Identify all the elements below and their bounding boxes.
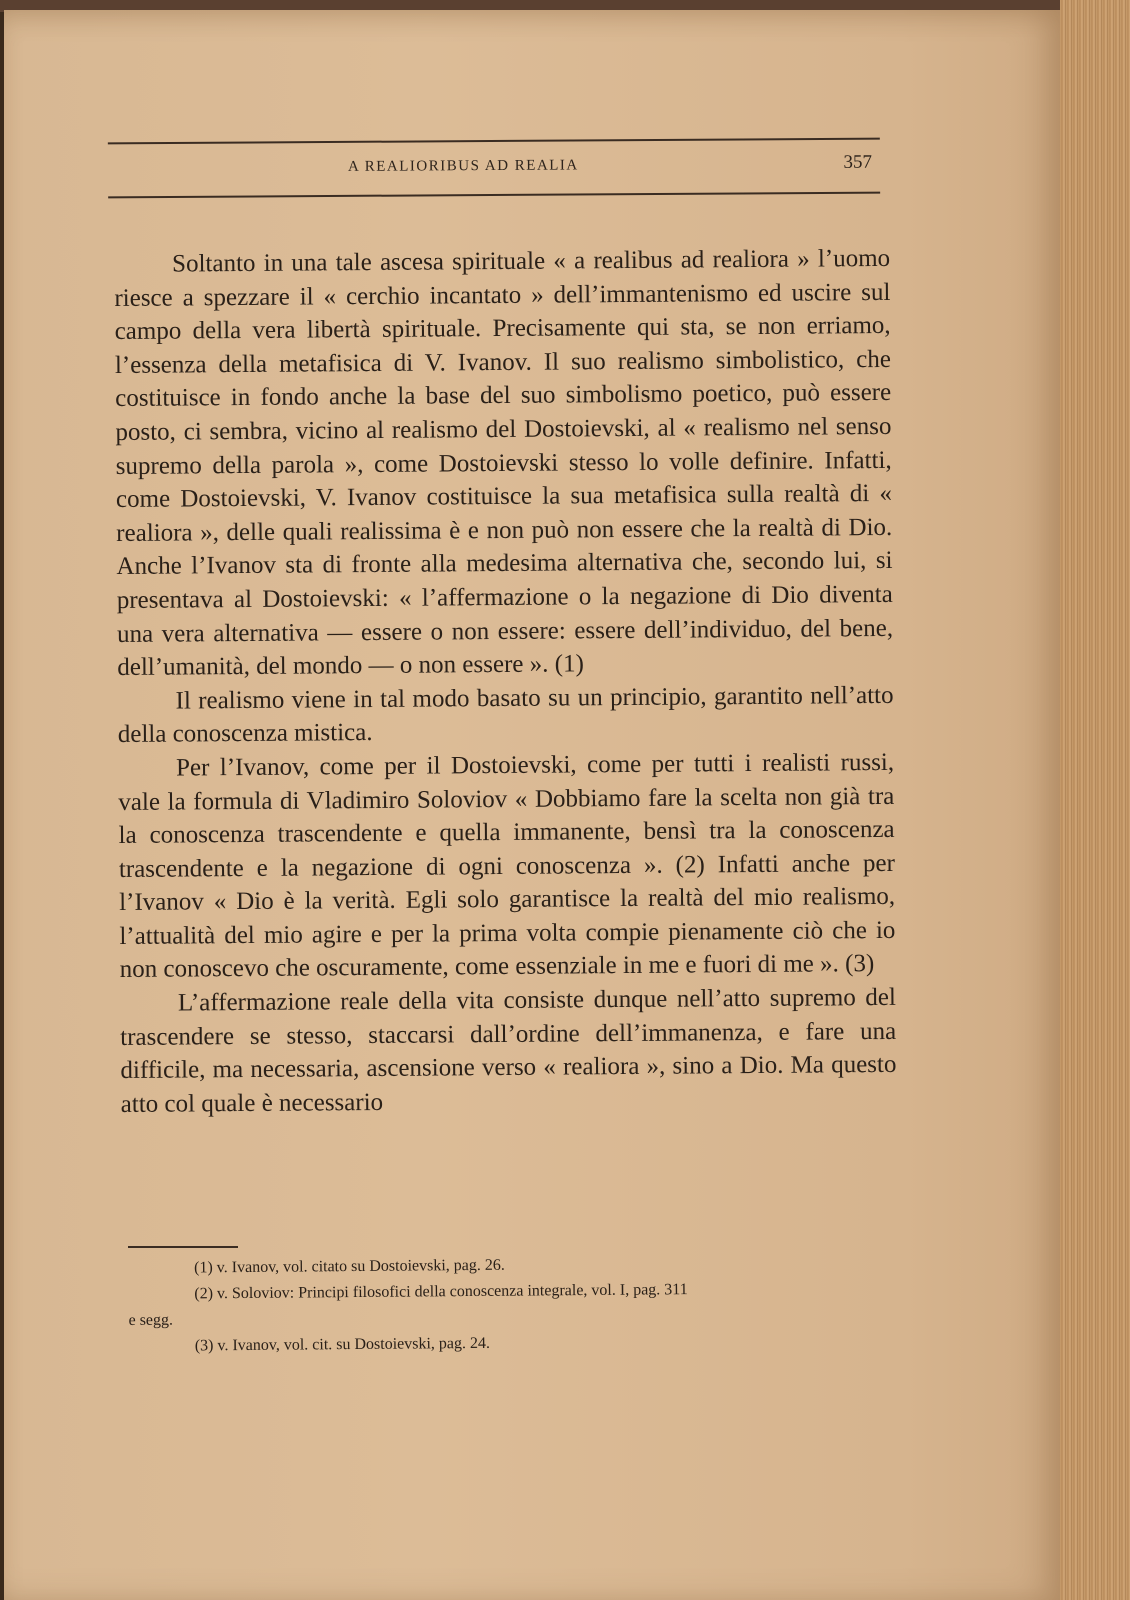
page-header (108, 138, 880, 199)
paragraph: Soltanto in una tale ascesa spirituale « a realibus ad realiora » l’uomo riesce a spezzare il « cerchio incantato » dell’immantenismo ed uscire sul campo della vera libertà spirituale. Precisamente qui sta, se non erriamo, l’essenza della metafisica di V. Ivanov. Il suo realismo simbolistico, che costituisce in fondo anche la base del suo simbolismo poetico, può essere posto, ci sembra, vicino al realismo del Dostoievski, al « realismo nel senso supremo della parola », come Dostoievski stesso lo volle definire. Infatti, come Dostoievski, V. Ivanov costituisce la sua metafisica sulla realtà di « realiora », delle quali realissima è e non può non essere che la realtà di Dio. Anche l’Ivanov sta di fronte alla medesima alternativa che, secondo lui, si presentava al Dostoievski: « l’affermazione o la negazione di Dio diventa una vera alternativa — essere o non essere: essere dell’individuo, del bene, dell’umanità, del mondo — o non essere ». (1) (114, 244, 894, 682)
body-text (114, 242, 897, 1122)
book-page (4, 10, 1060, 1600)
footnotes (128, 1249, 899, 1360)
footnote: (1) v. Ivanov, vol. citato su Dostoievski, pag. 26. (194, 1256, 505, 1277)
page-stack-edge (1060, 0, 1130, 1600)
paragraph: Per l’Ivanov, come per il Dostoievski, come per tutti i realisti russi, vale la formula di Vladimiro Soloviov « Dobbiamo fare la scelta non già tra la conoscenza trascendente e quella immanente, bensì tra la conoscenza trascendente e la negazione di ogni conoscenza ». (2) Infatti anche per l’Ivanov « Dio è la verità. Egli solo garantisce la realtà del mio realismo, l’attualità del mio agire e per la prima volta compie pienamente ciò che io non conoscevo che oscuramente, come essenziale in me e fuori di me ». (3) (118, 748, 896, 984)
paragraph: Il realismo viene in tal modo basato su un principio, garantito nell’atto della conoscenza mistica. (117, 681, 894, 749)
running-head: A REALIORIBUS AD REALIA (347, 157, 579, 175)
footnote-separator (128, 1246, 238, 1248)
footnote: (2) v. Soloviov: Principi filosofici della conoscenza integrale, vol. I, pag. 311 (194, 1281, 688, 1303)
footnote-continuation: e segg. (128, 1311, 174, 1329)
page-number: 357 (843, 151, 873, 173)
paragraph: L’affermazione reale della vita consiste dunque nell’atto supremo del trascendere se stesso, staccarsi dall’ordine dell’immanenza, e fare una difficile, ma necessaria, ascensione verso « realiora », sino a Dio. Ma questo atto col quale è necessario (120, 983, 897, 1118)
footnote: (3) v. Ivanov, vol. cit. su Dostoievski, pag. 24. (194, 1334, 491, 1355)
